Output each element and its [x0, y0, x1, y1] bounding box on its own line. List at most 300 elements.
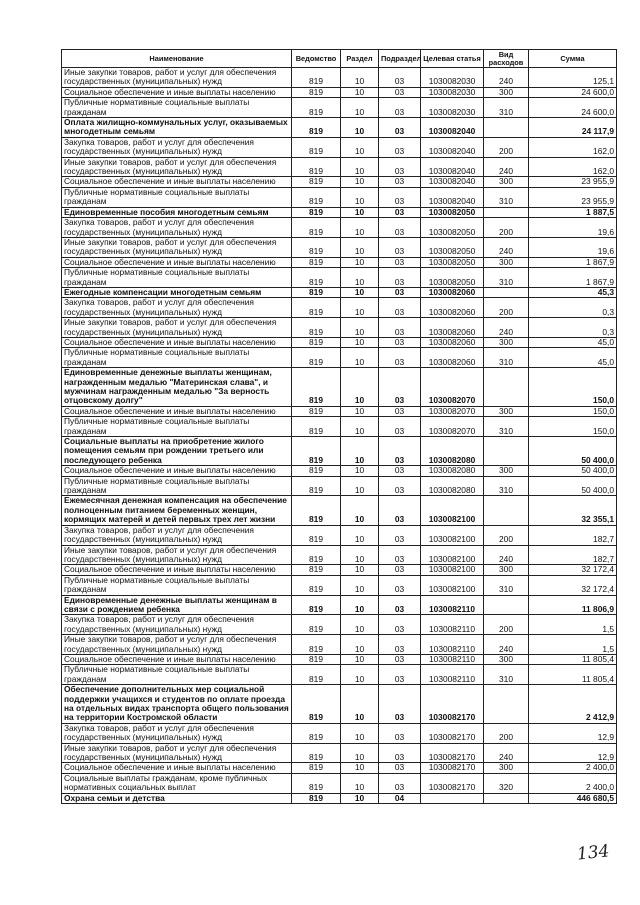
row-sum: 32 355,1 — [529, 496, 617, 525]
row-expense-type: 240 — [484, 237, 529, 257]
row-section: 10 — [341, 368, 379, 407]
row-target: 1030082110 — [421, 665, 484, 685]
row-sum: 1 887,5 — [529, 207, 617, 217]
row-department: 819 — [292, 298, 341, 318]
table-row — [62, 87, 617, 97]
row-sum: 19,6 — [529, 237, 617, 257]
row-section: 10 — [341, 793, 379, 803]
row-target: 1030082060 — [421, 318, 484, 338]
row-section: 10 — [341, 654, 379, 664]
row-expense-type: 240 — [484, 635, 529, 655]
row-section: 10 — [341, 565, 379, 575]
header-section: Раздел — [341, 50, 379, 68]
row-department: 819 — [292, 287, 341, 297]
row-expense-type — [484, 793, 529, 803]
row-expense-type: 200 — [484, 723, 529, 743]
row-section: 10 — [341, 68, 379, 88]
row-target: 1030082060 — [421, 298, 484, 318]
row-expense-type: 310 — [484, 187, 529, 207]
row-target: 1030082170 — [421, 743, 484, 763]
row-department: 819 — [292, 437, 341, 466]
table-row — [62, 635, 617, 655]
row-section: 10 — [341, 685, 379, 724]
row-expense-type: 300 — [484, 257, 529, 267]
row-name: Закупка товаров, работ и услуг для обеспечения государственных (муниципальных) нужд — [62, 218, 292, 238]
row-section: 10 — [341, 406, 379, 416]
table-row — [62, 207, 617, 217]
row-department: 819 — [292, 773, 341, 793]
row-subsection: 03 — [379, 118, 421, 138]
row-section: 10 — [341, 318, 379, 338]
row-target: 1030082100 — [421, 565, 484, 575]
row-department: 819 — [292, 348, 341, 368]
row-sum: 2 400,0 — [529, 773, 617, 793]
row-sum: 2 400,0 — [529, 763, 617, 773]
table-row — [62, 406, 617, 416]
row-target: 1030082060 — [421, 337, 484, 347]
row-sum: 162,0 — [529, 157, 617, 177]
row-expense-type: 310 — [484, 348, 529, 368]
row-department: 819 — [292, 496, 341, 525]
row-expense-type: 240 — [484, 743, 529, 763]
row-name: Социальное обеспечение и иные выплаты населению — [62, 565, 292, 575]
row-section: 10 — [341, 337, 379, 347]
row-department: 819 — [292, 466, 341, 476]
row-name: Закупка товаров, работ и услуг для обеспечения государственных (муниципальных) нужд — [62, 615, 292, 635]
row-department: 819 — [292, 218, 341, 238]
row-expense-type — [484, 595, 529, 615]
row-target: 1030082050 — [421, 257, 484, 267]
row-section: 10 — [341, 157, 379, 177]
row-name: Иные закупки товаров, работ и услуг для обеспечения государственных (муниципальных) нужд — [62, 237, 292, 257]
header-sum: Сумма — [529, 50, 617, 68]
row-section: 10 — [341, 466, 379, 476]
row-expense-type — [484, 287, 529, 297]
row-sum: 50 400,0 — [529, 476, 617, 496]
table-row — [62, 337, 617, 347]
row-sum: 150,0 — [529, 406, 617, 416]
row-sum: 11 805,4 — [529, 665, 617, 685]
row-expense-type: 240 — [484, 157, 529, 177]
row-expense-type: 300 — [484, 177, 529, 187]
table-row — [62, 298, 617, 318]
row-name: Обеспечение дополнительных мер социальной поддержки учащихся и студентов по оплате проезда на отдельных видах транспорта общего пользования на территории Костромской области — [62, 685, 292, 724]
row-name: Социальные выплаты на приобретение жилого помещения семьям при рождении третьего или последующего ребенка — [62, 437, 292, 466]
row-department: 819 — [292, 137, 341, 157]
row-department: 819 — [292, 177, 341, 187]
row-expense-type: 310 — [484, 268, 529, 288]
row-name: Закупка товаров, работ и услуг для обеспечения государственных (муниципальных) нужд — [62, 525, 292, 545]
row-subsection: 03 — [379, 743, 421, 763]
row-name: Иные закупки товаров, работ и услуг для обеспечения государственных (муниципальных) нужд — [62, 743, 292, 763]
row-department: 819 — [292, 257, 341, 267]
row-sum: 24 117,9 — [529, 118, 617, 138]
table-row — [62, 157, 617, 177]
row-sum: 1 867,9 — [529, 257, 617, 267]
header-target: Целевая статья — [421, 50, 484, 68]
row-section: 10 — [341, 237, 379, 257]
row-sum: 19,6 — [529, 218, 617, 238]
row-expense-type: 300 — [484, 466, 529, 476]
row-sum: 50 400,0 — [529, 466, 617, 476]
budget-table — [61, 49, 617, 804]
row-target: 1030082100 — [421, 496, 484, 525]
table-row — [62, 177, 617, 187]
row-subsection: 03 — [379, 635, 421, 655]
row-subsection: 03 — [379, 496, 421, 525]
row-expense-type: 200 — [484, 218, 529, 238]
table-row — [62, 137, 617, 157]
row-section: 10 — [341, 595, 379, 615]
row-subsection: 03 — [379, 723, 421, 743]
row-section: 10 — [341, 476, 379, 496]
page-number: 134 — [576, 841, 611, 865]
row-department: 819 — [292, 268, 341, 288]
table-row — [62, 595, 617, 615]
row-department: 819 — [292, 723, 341, 743]
row-department: 819 — [292, 337, 341, 347]
table-row — [62, 287, 617, 297]
row-name: Закупка товаров, работ и услуг для обеспечения государственных (муниципальных) нужд — [62, 137, 292, 157]
row-section: 10 — [341, 268, 379, 288]
row-section: 10 — [341, 545, 379, 565]
row-expense-type: 240 — [484, 68, 529, 88]
row-target: 1030082170 — [421, 723, 484, 743]
header-department: Ведомство — [292, 50, 341, 68]
row-expense-type — [484, 496, 529, 525]
row-expense-type: 300 — [484, 565, 529, 575]
row-name: Оплата жилищно-коммунальных услуг, оказываемых многодетным семьям — [62, 118, 292, 138]
row-name: Публичные нормативные социальные выплаты гражданам — [62, 348, 292, 368]
row-target: 1030082040 — [421, 187, 484, 207]
row-subsection: 03 — [379, 437, 421, 466]
table-row — [62, 348, 617, 368]
row-expense-type: 310 — [484, 417, 529, 437]
row-sum: 446 680,5 — [529, 793, 617, 803]
row-department: 819 — [292, 654, 341, 664]
row-sum: 182,7 — [529, 545, 617, 565]
row-target: 1030082030 — [421, 98, 484, 118]
row-target: 1030082100 — [421, 525, 484, 545]
row-target: 1030082050 — [421, 237, 484, 257]
row-section: 10 — [341, 665, 379, 685]
row-sum: 45,0 — [529, 337, 617, 347]
row-target: 1030082050 — [421, 207, 484, 217]
row-department: 819 — [292, 207, 341, 217]
row-name: Иные закупки товаров, работ и услуг для обеспечения государственных (муниципальных) нужд — [62, 635, 292, 655]
row-sum: 23 955,9 — [529, 187, 617, 207]
row-expense-type: 310 — [484, 575, 529, 595]
row-subsection: 03 — [379, 685, 421, 724]
row-subsection: 03 — [379, 257, 421, 267]
table-row — [62, 665, 617, 685]
row-expense-type: 300 — [484, 654, 529, 664]
row-subsection: 03 — [379, 318, 421, 338]
row-target: 1030082070 — [421, 368, 484, 407]
row-subsection: 03 — [379, 575, 421, 595]
row-sum: 23 955,9 — [529, 177, 617, 187]
table-body — [62, 68, 617, 804]
table-row — [62, 476, 617, 496]
row-name: Публичные нормативные социальные выплаты гражданам — [62, 417, 292, 437]
row-subsection: 03 — [379, 298, 421, 318]
row-subsection: 03 — [379, 187, 421, 207]
row-subsection: 03 — [379, 268, 421, 288]
row-department: 819 — [292, 743, 341, 763]
row-department: 819 — [292, 525, 341, 545]
row-department: 819 — [292, 595, 341, 615]
row-sum: 0,3 — [529, 318, 617, 338]
row-name: Единовременные денежные выплаты женщинам, награжденным медалью "Материнская слава", и мужчинам награжденным медалью "За верность отцовскому долгу" — [62, 368, 292, 407]
row-name: Публичные нормативные социальные выплаты гражданам — [62, 665, 292, 685]
row-sum: 24 600,0 — [529, 87, 617, 97]
row-section: 10 — [341, 187, 379, 207]
row-sum: 32 172,4 — [529, 565, 617, 575]
table-row — [62, 525, 617, 545]
row-target: 1030082050 — [421, 268, 484, 288]
row-target: 1030082080 — [421, 466, 484, 476]
row-section: 10 — [341, 218, 379, 238]
row-sum: 11 805,4 — [529, 654, 617, 664]
row-target: 1030082170 — [421, 685, 484, 724]
row-name: Социальные выплаты гражданам, кроме публичных нормативных социальных выплат — [62, 773, 292, 793]
row-sum: 150,0 — [529, 417, 617, 437]
row-name: Социальное обеспечение и иные выплаты населению — [62, 406, 292, 416]
row-subsection: 03 — [379, 466, 421, 476]
row-section: 10 — [341, 575, 379, 595]
table-row — [62, 654, 617, 664]
row-target: 1030082100 — [421, 575, 484, 595]
row-section: 10 — [341, 257, 379, 267]
row-subsection: 03 — [379, 368, 421, 407]
row-section: 10 — [341, 98, 379, 118]
row-target: 1030082060 — [421, 287, 484, 297]
row-name: Публичные нормативные социальные выплаты гражданам — [62, 575, 292, 595]
row-section: 10 — [341, 118, 379, 138]
row-department: 819 — [292, 615, 341, 635]
row-sum: 162,0 — [529, 137, 617, 157]
row-subsection: 03 — [379, 237, 421, 257]
row-target: 1030082040 — [421, 177, 484, 187]
row-subsection: 03 — [379, 595, 421, 615]
row-department: 819 — [292, 118, 341, 138]
row-subsection: 03 — [379, 665, 421, 685]
header-subsection: Подраздел — [379, 50, 421, 68]
table-row — [62, 218, 617, 238]
row-expense-type — [484, 118, 529, 138]
row-sum: 12,9 — [529, 723, 617, 743]
row-department: 819 — [292, 545, 341, 565]
table-row — [62, 743, 617, 763]
row-section: 10 — [341, 177, 379, 187]
row-sum: 45,0 — [529, 348, 617, 368]
row-target: 1030082100 — [421, 545, 484, 565]
table-row — [62, 237, 617, 257]
row-section: 10 — [341, 723, 379, 743]
row-name: Публичные нормативные социальные выплаты гражданам — [62, 476, 292, 496]
row-department: 819 — [292, 157, 341, 177]
row-name: Социальное обеспечение и иные выплаты населению — [62, 763, 292, 773]
row-sum: 12,9 — [529, 743, 617, 763]
row-target: 1030082110 — [421, 635, 484, 655]
row-department: 819 — [292, 665, 341, 685]
row-name: Публичные нормативные социальные выплаты гражданам — [62, 268, 292, 288]
row-expense-type — [484, 207, 529, 217]
row-department: 819 — [292, 575, 341, 595]
row-name: Ежемесячная денежная компенсация на обеспечение полноценным питанием беременных женщин, кормящих матерей и детей первых трех лет жизни — [62, 496, 292, 525]
row-name: Публичные нормативные социальные выплаты гражданам — [62, 187, 292, 207]
row-sum: 1,5 — [529, 615, 617, 635]
row-name: Иные закупки товаров, работ и услуг для обеспечения государственных (муниципальных) нужд — [62, 545, 292, 565]
row-name: Социальное обеспечение и иные выплаты населению — [62, 466, 292, 476]
row-subsection: 03 — [379, 68, 421, 88]
row-target: 1030082060 — [421, 348, 484, 368]
table-row — [62, 318, 617, 338]
row-name: Закупка товаров, работ и услуг для обеспечения государственных (муниципальных) нужд — [62, 298, 292, 318]
row-target: 1030082070 — [421, 417, 484, 437]
row-expense-type: 200 — [484, 298, 529, 318]
row-department: 819 — [292, 417, 341, 437]
total-row — [62, 793, 617, 803]
row-expense-type: 300 — [484, 763, 529, 773]
row-subsection: 03 — [379, 157, 421, 177]
row-sum: 150,0 — [529, 368, 617, 407]
row-expense-type: 200 — [484, 615, 529, 635]
table-row — [62, 615, 617, 635]
row-subsection: 03 — [379, 476, 421, 496]
row-sum: 1 867,9 — [529, 268, 617, 288]
table-row — [62, 575, 617, 595]
row-subsection: 03 — [379, 654, 421, 664]
row-subsection: 03 — [379, 545, 421, 565]
row-target: 1030082040 — [421, 118, 484, 138]
row-section: 10 — [341, 496, 379, 525]
row-target: 1030082110 — [421, 615, 484, 635]
row-sum: 125,1 — [529, 68, 617, 88]
row-department: 819 — [292, 98, 341, 118]
row-subsection: 03 — [379, 87, 421, 97]
row-target: 1030082080 — [421, 476, 484, 496]
row-target: 1030082080 — [421, 437, 484, 466]
row-subsection: 03 — [379, 207, 421, 217]
row-subsection: 04 — [379, 793, 421, 803]
table-row — [62, 368, 617, 407]
row-section: 10 — [341, 635, 379, 655]
row-expense-type: 310 — [484, 476, 529, 496]
row-expense-type: 300 — [484, 337, 529, 347]
row-expense-type: 200 — [484, 137, 529, 157]
row-subsection: 03 — [379, 773, 421, 793]
table-row — [62, 763, 617, 773]
table-row — [62, 187, 617, 207]
table-row — [62, 545, 617, 565]
row-name: Единовременные денежные выплаты женщинам в связи с рождением ребенка — [62, 595, 292, 615]
row-department: 819 — [292, 565, 341, 575]
row-expense-type — [484, 437, 529, 466]
row-department: 819 — [292, 685, 341, 724]
row-section: 10 — [341, 207, 379, 217]
table-row — [62, 773, 617, 793]
row-sum: 32 172,4 — [529, 575, 617, 595]
row-expense-type: 240 — [484, 545, 529, 565]
row-target — [421, 793, 484, 803]
row-sum: 182,7 — [529, 525, 617, 545]
row-subsection: 03 — [379, 417, 421, 437]
row-subsection: 03 — [379, 98, 421, 118]
row-subsection: 03 — [379, 525, 421, 545]
row-name: Социальное обеспечение и иные выплаты населению — [62, 87, 292, 97]
row-target: 1030082040 — [421, 157, 484, 177]
row-department: 819 — [292, 318, 341, 338]
row-sum: 50 400,0 — [529, 437, 617, 466]
row-department: 819 — [292, 763, 341, 773]
table-row — [62, 685, 617, 724]
row-subsection: 03 — [379, 137, 421, 157]
row-name: Социальное обеспечение и иные выплаты населению — [62, 337, 292, 347]
row-expense-type — [484, 368, 529, 407]
row-name: Закупка товаров, работ и услуг для обеспечения государственных (муниципальных) нужд — [62, 723, 292, 743]
row-name: Ежегодные компенсации многодетным семьям — [62, 287, 292, 297]
row-department: 819 — [292, 406, 341, 416]
row-section: 10 — [341, 437, 379, 466]
row-sum: 0,3 — [529, 298, 617, 318]
row-subsection: 03 — [379, 218, 421, 238]
row-department: 819 — [292, 368, 341, 407]
row-section: 10 — [341, 87, 379, 97]
row-department: 819 — [292, 476, 341, 496]
row-subsection: 03 — [379, 177, 421, 187]
row-name: Охрана семьи и детства — [62, 793, 292, 803]
row-section: 10 — [341, 615, 379, 635]
row-name: Социальное обеспечение и иные выплаты населению — [62, 654, 292, 664]
row-name: Публичные нормативные социальные выплаты гражданам — [62, 98, 292, 118]
row-expense-type: 200 — [484, 525, 529, 545]
row-target: 1030082040 — [421, 137, 484, 157]
row-section: 10 — [341, 763, 379, 773]
row-name: Социальное обеспечение и иные выплаты населению — [62, 257, 292, 267]
row-sum: 11 806,9 — [529, 595, 617, 615]
table-row — [62, 98, 617, 118]
row-subsection: 03 — [379, 406, 421, 416]
row-name: Иные закупки товаров, работ и услуг для обеспечения государственных (муниципальных) нужд — [62, 157, 292, 177]
row-name: Единовременные пособия многодетным семьям — [62, 207, 292, 217]
row-expense-type: 310 — [484, 665, 529, 685]
row-target: 1030082170 — [421, 763, 484, 773]
row-target: 1030082110 — [421, 654, 484, 664]
row-section: 10 — [341, 417, 379, 437]
row-expense-type: 320 — [484, 773, 529, 793]
row-expense-type — [484, 685, 529, 724]
table-row — [62, 417, 617, 437]
row-subsection: 03 — [379, 565, 421, 575]
row-subsection: 03 — [379, 615, 421, 635]
row-expense-type: 300 — [484, 87, 529, 97]
row-target: 1030082170 — [421, 773, 484, 793]
row-section: 10 — [341, 773, 379, 793]
row-section: 10 — [341, 298, 379, 318]
row-section: 10 — [341, 137, 379, 157]
row-target: 1030082030 — [421, 87, 484, 97]
table-row — [62, 565, 617, 575]
table-row — [62, 257, 617, 267]
table-row — [62, 723, 617, 743]
row-target: 1030082070 — [421, 406, 484, 416]
row-section: 10 — [341, 525, 379, 545]
row-target: 1030082050 — [421, 218, 484, 238]
row-name: Иные закупки товаров, работ и услуг для обеспечения государственных (муниципальных) нужд — [62, 68, 292, 88]
row-expense-type: 310 — [484, 98, 529, 118]
row-name: Социальное обеспечение и иные выплаты населению — [62, 177, 292, 187]
